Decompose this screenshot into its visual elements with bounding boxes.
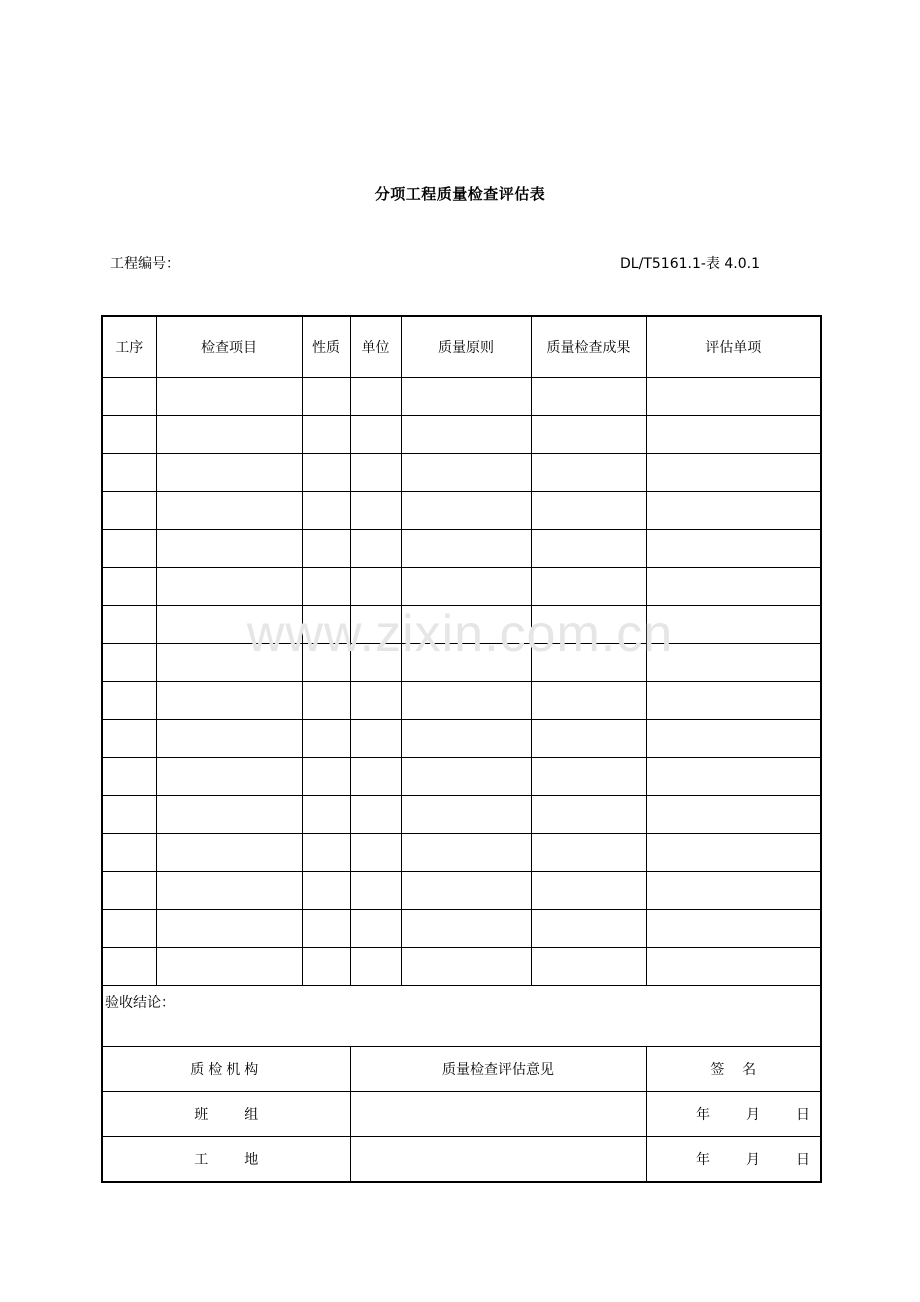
form-code: DL/T5161.1-表 4.0.1 — [620, 256, 760, 272]
table-cell[interactable] — [531, 568, 646, 606]
table-cell[interactable] — [350, 378, 401, 416]
table-row — [102, 416, 821, 454]
table-cell[interactable] — [531, 606, 646, 644]
date-year: 年 — [696, 1152, 710, 1168]
table-row — [102, 644, 821, 682]
header-item-evaluation: 评估单项 — [646, 316, 821, 378]
date-month: 月 — [746, 1152, 760, 1168]
table-cell[interactable] — [531, 682, 646, 720]
table-cell[interactable] — [156, 834, 302, 872]
table-cell[interactable] — [102, 568, 156, 606]
table-cell[interactable] — [156, 454, 302, 492]
table-cell[interactable] — [646, 568, 821, 606]
table-row — [102, 910, 821, 948]
table-cell[interactable] — [646, 530, 821, 568]
table-cell[interactable] — [156, 796, 302, 834]
signoff-row-site — [102, 1137, 821, 1183]
date-day: 日 — [796, 1152, 810, 1168]
signoff-org-site: 工 地 — [102, 1137, 350, 1183]
table-row — [102, 606, 821, 644]
table-row — [102, 758, 821, 796]
table-cell[interactable] — [102, 872, 156, 910]
table-cell[interactable] — [531, 644, 646, 682]
table-cell[interactable] — [350, 530, 401, 568]
table-cell[interactable] — [302, 568, 350, 606]
table-row — [102, 378, 821, 416]
table-cell[interactable] — [401, 910, 531, 948]
header-inspection-result: 质量检查成果 — [531, 316, 646, 378]
table-row — [102, 872, 821, 910]
table-cell[interactable] — [531, 530, 646, 568]
table-cell[interactable] — [102, 758, 156, 796]
table-cell[interactable] — [401, 796, 531, 834]
table-cell[interactable] — [401, 758, 531, 796]
table-cell[interactable] — [102, 454, 156, 492]
table-cell[interactable] — [646, 796, 821, 834]
table-row — [102, 530, 821, 568]
table-cell[interactable] — [302, 492, 350, 530]
table-cell[interactable] — [350, 454, 401, 492]
table-cell[interactable] — [401, 834, 531, 872]
signoff-opinion-team[interactable] — [350, 1092, 646, 1137]
table-row — [102, 948, 821, 986]
table-cell[interactable] — [401, 872, 531, 910]
table-cell[interactable] — [102, 910, 156, 948]
table-cell[interactable] — [646, 872, 821, 910]
header-nature: 性质 — [302, 316, 350, 378]
table-cell[interactable] — [646, 948, 821, 986]
table-cell[interactable] — [156, 910, 302, 948]
conclusion-cell[interactable] — [102, 986, 821, 1047]
signoff-header-row — [102, 1047, 821, 1092]
header-unit: 单位 — [350, 316, 401, 378]
table-cell[interactable] — [350, 644, 401, 682]
signoff-header-signature: 签 名 — [646, 1047, 821, 1092]
watermark: www.zixin.com.cn — [246, 605, 674, 663]
table-cell[interactable] — [531, 720, 646, 758]
project-number-label: 工程编号： — [110, 256, 180, 272]
table-cell[interactable] — [302, 378, 350, 416]
table-cell[interactable] — [401, 454, 531, 492]
table-cell[interactable] — [401, 568, 531, 606]
table-cell[interactable] — [102, 416, 156, 454]
table-cell[interactable] — [350, 872, 401, 910]
signoff-date-site[interactable] — [646, 1137, 821, 1183]
table-cell[interactable] — [156, 720, 302, 758]
table-cell[interactable] — [401, 682, 531, 720]
conclusion-row — [102, 986, 821, 1047]
table-cell[interactable] — [156, 682, 302, 720]
table-cell[interactable] — [102, 682, 156, 720]
table-cell[interactable] — [401, 720, 531, 758]
table-cell[interactable] — [401, 378, 531, 416]
table-cell[interactable] — [156, 872, 302, 910]
table-cell[interactable] — [156, 568, 302, 606]
table-cell[interactable] — [302, 644, 350, 682]
table-cell[interactable] — [646, 682, 821, 720]
table-cell[interactable] — [531, 872, 646, 910]
table-row — [102, 720, 821, 758]
table-cell[interactable] — [302, 910, 350, 948]
table-cell[interactable] — [646, 910, 821, 948]
table-cell[interactable] — [531, 454, 646, 492]
table-cell[interactable] — [350, 910, 401, 948]
table-cell[interactable] — [302, 834, 350, 872]
signoff-row-team — [102, 1092, 821, 1137]
table-cell[interactable] — [646, 758, 821, 796]
table-cell[interactable] — [531, 492, 646, 530]
table-cell[interactable] — [350, 682, 401, 720]
table-cell[interactable] — [156, 606, 302, 644]
table-cell[interactable] — [646, 720, 821, 758]
table-cell[interactable] — [350, 606, 401, 644]
table-header-row — [102, 316, 821, 378]
table-cell[interactable] — [350, 948, 401, 986]
signoff-org-team: 班 组 — [102, 1092, 350, 1137]
table-cell[interactable] — [156, 492, 302, 530]
table-cell[interactable] — [156, 378, 302, 416]
table-cell[interactable] — [102, 492, 156, 530]
table-cell[interactable] — [350, 492, 401, 530]
date-day: 日 — [796, 1107, 810, 1123]
table-cell[interactable] — [302, 758, 350, 796]
table-cell[interactable] — [646, 378, 821, 416]
table-cell[interactable] — [302, 682, 350, 720]
table-cell[interactable] — [401, 606, 531, 644]
table-cell[interactable] — [401, 492, 531, 530]
table-cell[interactable] — [350, 796, 401, 834]
table-cell[interactable] — [302, 948, 350, 986]
table-cell[interactable] — [102, 834, 156, 872]
table-cell[interactable] — [646, 492, 821, 530]
page-title: 分项工程质量检查评估表 — [374, 185, 546, 203]
table-cell[interactable] — [102, 606, 156, 644]
table-cell[interactable] — [350, 758, 401, 796]
table-cell[interactable] — [102, 644, 156, 682]
table-cell[interactable] — [531, 758, 646, 796]
signoff-opinion-site[interactable] — [350, 1137, 646, 1183]
table-cell[interactable] — [102, 378, 156, 416]
table-cell[interactable] — [531, 378, 646, 416]
table-cell[interactable] — [350, 416, 401, 454]
table-cell[interactable] — [302, 606, 350, 644]
table-cell[interactable] — [401, 644, 531, 682]
table-cell[interactable] — [302, 796, 350, 834]
table-cell[interactable] — [156, 644, 302, 682]
table-cell[interactable] — [531, 796, 646, 834]
table-row — [102, 682, 821, 720]
header-quality-standard: 质量原则 — [401, 316, 531, 378]
table-cell[interactable] — [156, 758, 302, 796]
table-cell[interactable] — [646, 834, 821, 872]
table-cell[interactable] — [401, 948, 531, 986]
table-cell[interactable] — [531, 416, 646, 454]
table-cell[interactable] — [531, 910, 646, 948]
table-cell[interactable] — [102, 948, 156, 986]
table-cell[interactable] — [646, 454, 821, 492]
signoff-header-org: 质检机构 — [102, 1047, 350, 1092]
table-row — [102, 568, 821, 606]
table-cell[interactable] — [102, 720, 156, 758]
table-cell[interactable] — [302, 454, 350, 492]
table-cell[interactable] — [156, 416, 302, 454]
date-year: 年 — [696, 1107, 710, 1123]
table-cell[interactable] — [350, 568, 401, 606]
table-row — [102, 796, 821, 834]
table-cell[interactable] — [531, 834, 646, 872]
table-row — [102, 454, 821, 492]
table-cell[interactable] — [302, 720, 350, 758]
table-cell[interactable] — [302, 530, 350, 568]
table-cell[interactable] — [156, 530, 302, 568]
table-cell[interactable] — [102, 796, 156, 834]
table-row — [102, 492, 821, 530]
conclusion-label: 验收结论： — [105, 995, 175, 1011]
table-cell[interactable] — [156, 948, 302, 986]
table-cell[interactable] — [646, 644, 821, 682]
table-cell[interactable] — [646, 416, 821, 454]
table-cell[interactable] — [102, 530, 156, 568]
date-month: 月 — [746, 1107, 760, 1123]
header-check-item: 检查项目 — [156, 316, 302, 378]
evaluation-table — [101, 315, 822, 1183]
table-row — [102, 834, 821, 872]
table-cell[interactable] — [401, 416, 531, 454]
table-cell[interactable] — [531, 948, 646, 986]
table-cell[interactable] — [350, 834, 401, 872]
table-cell[interactable] — [401, 530, 531, 568]
signoff-header-opinion: 质量检查评估意见 — [350, 1047, 646, 1092]
table-cell[interactable] — [302, 416, 350, 454]
table-cell[interactable] — [350, 720, 401, 758]
table-cell[interactable] — [646, 606, 821, 644]
table-cell[interactable] — [302, 872, 350, 910]
signoff-date-team[interactable] — [646, 1092, 821, 1137]
header-process: 工序 — [102, 316, 156, 378]
